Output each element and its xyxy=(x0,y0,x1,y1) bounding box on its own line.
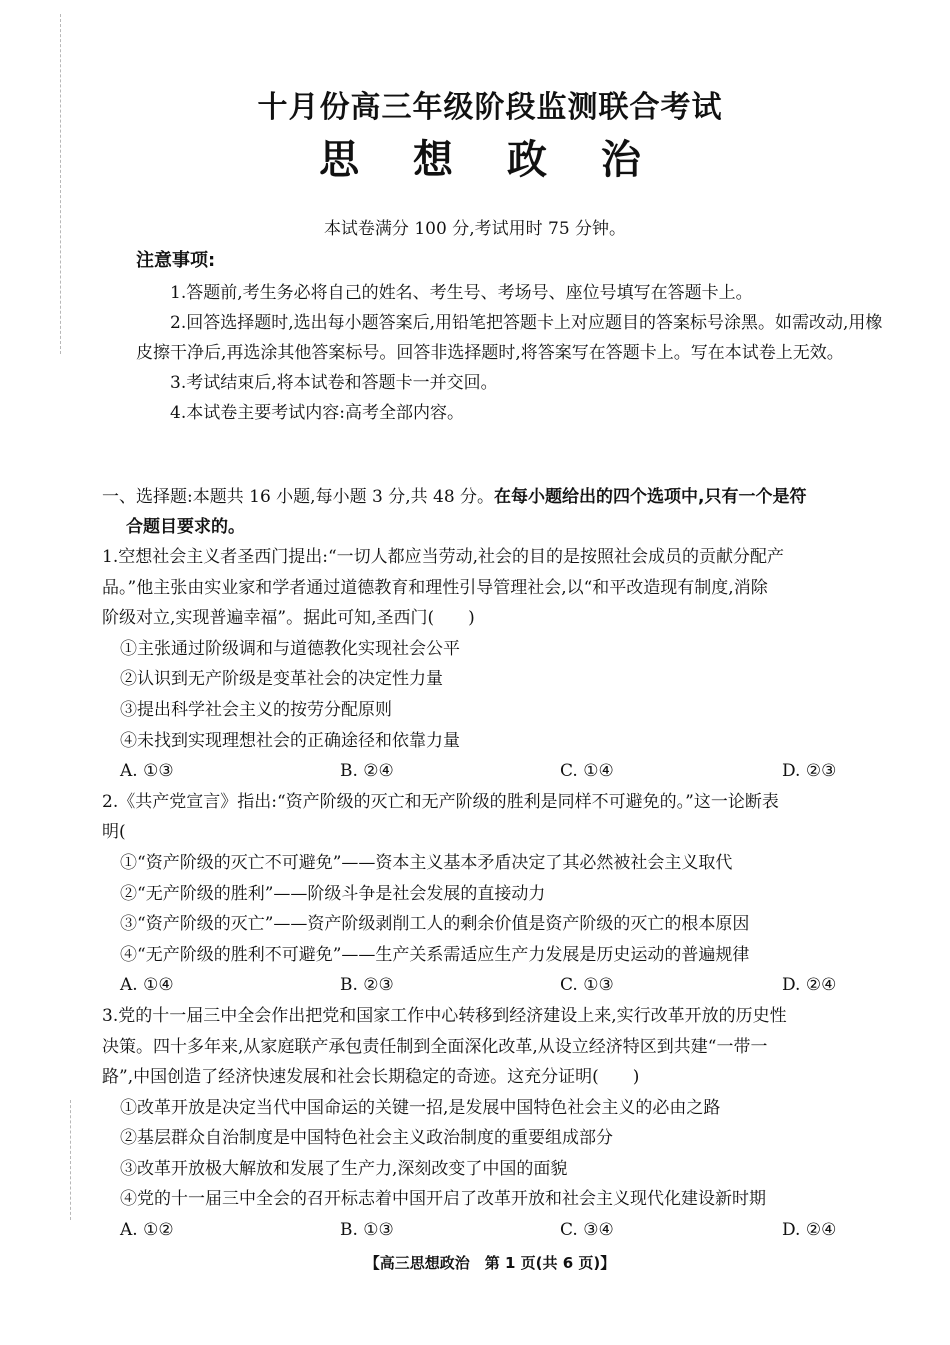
section-cont: 合题目要求的。 xyxy=(126,517,245,537)
question-stem-line: 3.党的十一届三中全会作出把党和国家工作中心转移到经济建设上来,实行改革开放的历史性 xyxy=(102,1005,787,1026)
note-item: 3.考试结束后,将本试卷和答题卡一并交回。 xyxy=(170,373,498,393)
statement: ④党的十一届三中全会的召开标志着中国开启了改革开放和社会主义现代化建设新时期 xyxy=(120,1189,766,1210)
choice-d: D. ②③ xyxy=(782,761,837,782)
question-stem-line: 明( xyxy=(102,822,126,843)
question-2 xyxy=(102,787,892,1001)
statement: ③改革开放极大解放和发展了生产力,深刻改变了中国的面貌 xyxy=(120,1158,568,1179)
statement: ①“资产阶级的灭亡不可避免”——资本主义基本矛盾决定了其必然被社会主义取代 xyxy=(120,852,733,873)
statement: ②认识到无产阶级是变革社会的决定性力量 xyxy=(120,669,443,690)
choice-b: B. ①③ xyxy=(340,1220,394,1241)
question-stem-line: 品。”他主张由实业家和学者通过道德教育和理性引导管理社会,以“和平改造现有制度,消除 xyxy=(102,577,768,598)
choices-row xyxy=(102,756,892,787)
statement: ①改革开放是决定当代中国命运的关键一招,是发展中国特色社会主义的必由之路 xyxy=(120,1097,721,1118)
question-stem-line: 路”,中国创造了经济快速发展和社会长期稳定的奇迹。这充分证明( ) xyxy=(102,1067,640,1088)
statement: ③提出科学社会主义的按劳分配原则 xyxy=(120,699,392,720)
exam-info: 本试卷满分 100 分,考试用时 75 分钟。 xyxy=(323,219,627,239)
question-stem-line: 2.《共产党宣言》指出:“资产阶级的灭亡和无产阶级的胜利是同样不可避免的。”这一论断表 xyxy=(102,791,779,812)
note-item: 1.答题前,考生务必将自己的姓名、考生号、考场号、座位号填写在答题卡上。 xyxy=(170,283,753,303)
choices-row xyxy=(102,970,892,1001)
questions-list xyxy=(102,542,892,1246)
question-stem-line: 1.空想社会主义者圣西门提出:“一切人都应当劳动,社会的目的是按照社会成员的贡献分配产 xyxy=(102,547,785,567)
subject-title: 思 想 政 治 xyxy=(319,137,661,183)
choice-b: B. ②③ xyxy=(340,975,394,996)
statement: ③“资产阶级的灭亡”——资产阶级剥削工人的剩余价值是资产阶级的灭亡的根本原因 xyxy=(120,914,750,935)
statement: ④未找到实现理想社会的正确途径和依靠力量 xyxy=(120,730,460,751)
choice-d: D. ②④ xyxy=(782,975,837,996)
choice-c: C. ①④ xyxy=(560,761,614,782)
section-bold: 在每小题给出的四个选项中,只有一个是符 xyxy=(494,487,807,507)
choice-b: B. ②④ xyxy=(340,761,394,782)
choice-a: A. ①③ xyxy=(120,761,174,782)
statement: ④“无产阶级的胜利不可避免”——生产关系需适应生产力发展是历史运动的普遍规律 xyxy=(120,944,750,965)
section-heading xyxy=(102,482,892,542)
notes-heading: 注意事项: xyxy=(136,250,216,271)
choice-c: C. ①③ xyxy=(560,975,614,996)
exam-title: 十月份高三年级阶段监测联合考试 xyxy=(257,90,723,125)
question-stem-line: 决策。四十多年来,从家庭联产承包责任制到全面深化改革,从设立经济特区到共建“一带一 xyxy=(102,1036,768,1057)
statement: ①主张通过阶级调和与道德教化实现社会公平 xyxy=(120,638,460,659)
choice-d: D. ②④ xyxy=(782,1220,837,1241)
choice-c: C. ③④ xyxy=(560,1220,614,1241)
statement: ②“无产阶级的胜利”——阶级斗争是社会发展的直接动力 xyxy=(120,883,546,904)
notes-block xyxy=(136,246,886,428)
question-3 xyxy=(102,1001,892,1246)
choice-a: A. ①④ xyxy=(120,975,174,996)
note-item: 2.回答选择题时,选出每小题答案后,用铅笔把答题卡上对应题目的答案标号涂黑。如需改动,用橡皮擦干净后,再选涂其他答案标号。回答非选择题时,将答案写在答题卡上。写在本试卷上无效。 xyxy=(136,313,883,363)
section-lead: 一、选择题:本题共 16 小题,每小题 3 分,共 48 分。 xyxy=(102,487,495,507)
choices-row xyxy=(102,1215,892,1246)
question-1 xyxy=(102,542,892,787)
binding-line-lower xyxy=(70,1100,71,1220)
choice-a: A. ①② xyxy=(120,1220,174,1241)
note-item: 4.本试卷主要考试内容:高考全部内容。 xyxy=(170,403,464,423)
page-footer: 【高三思想政治 第 1 页(共 6 页)】 xyxy=(364,1254,616,1272)
question-stem-line: 阶级对立,实现普遍幸福”。据此可知,圣西门( ) xyxy=(102,608,475,629)
statement: ②基层群众自治制度是中国特色社会主义政治制度的重要组成部分 xyxy=(120,1128,613,1149)
